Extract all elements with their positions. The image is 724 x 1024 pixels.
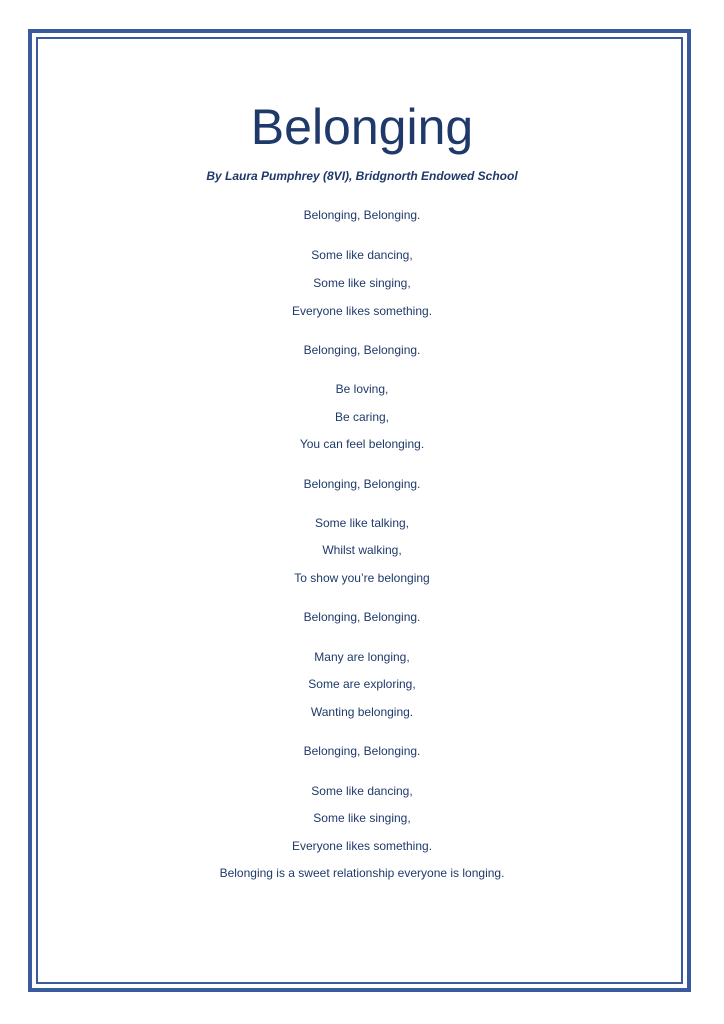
poem-line: Belonging, Belonging. <box>303 208 421 222</box>
poem-line: Wanting belonging. <box>310 705 414 719</box>
poem-title: Belonging <box>250 99 474 155</box>
poem-line: Some like talking, <box>314 516 410 530</box>
poem-line: Belonging, Belonging. <box>303 744 421 758</box>
poem-line: Some like dancing, <box>311 248 413 262</box>
poem-line: Be loving, <box>335 382 389 396</box>
poem-line: Everyone likes something. <box>291 304 433 318</box>
poem-line: Belonging, Belonging. <box>303 343 421 357</box>
poem-line: Whilst walking, <box>322 543 402 557</box>
poem-line: Belonging, Belonging. <box>303 477 421 491</box>
poem-line: To show you’re belonging <box>294 571 430 585</box>
poem-line: Some like dancing, <box>311 784 413 798</box>
poem-line: Belonging, Belonging. <box>303 610 421 624</box>
poem-line: Be caring, <box>334 410 390 424</box>
poem-line: You can feel belonging. <box>299 437 425 451</box>
poem-line: Belonging is a sweet relationship everyone is longing. <box>219 866 505 880</box>
poem-line: Some like singing, <box>313 276 411 290</box>
poem-line: Some are exploring, <box>308 677 416 691</box>
poem-line: Some like singing, <box>313 811 411 825</box>
poem-line: Everyone likes something. <box>291 839 433 853</box>
poem-line: Many are longing, <box>314 650 410 664</box>
poem-byline: By Laura Pumphrey (8VI), Bridgnorth Endowed School <box>206 169 518 183</box>
